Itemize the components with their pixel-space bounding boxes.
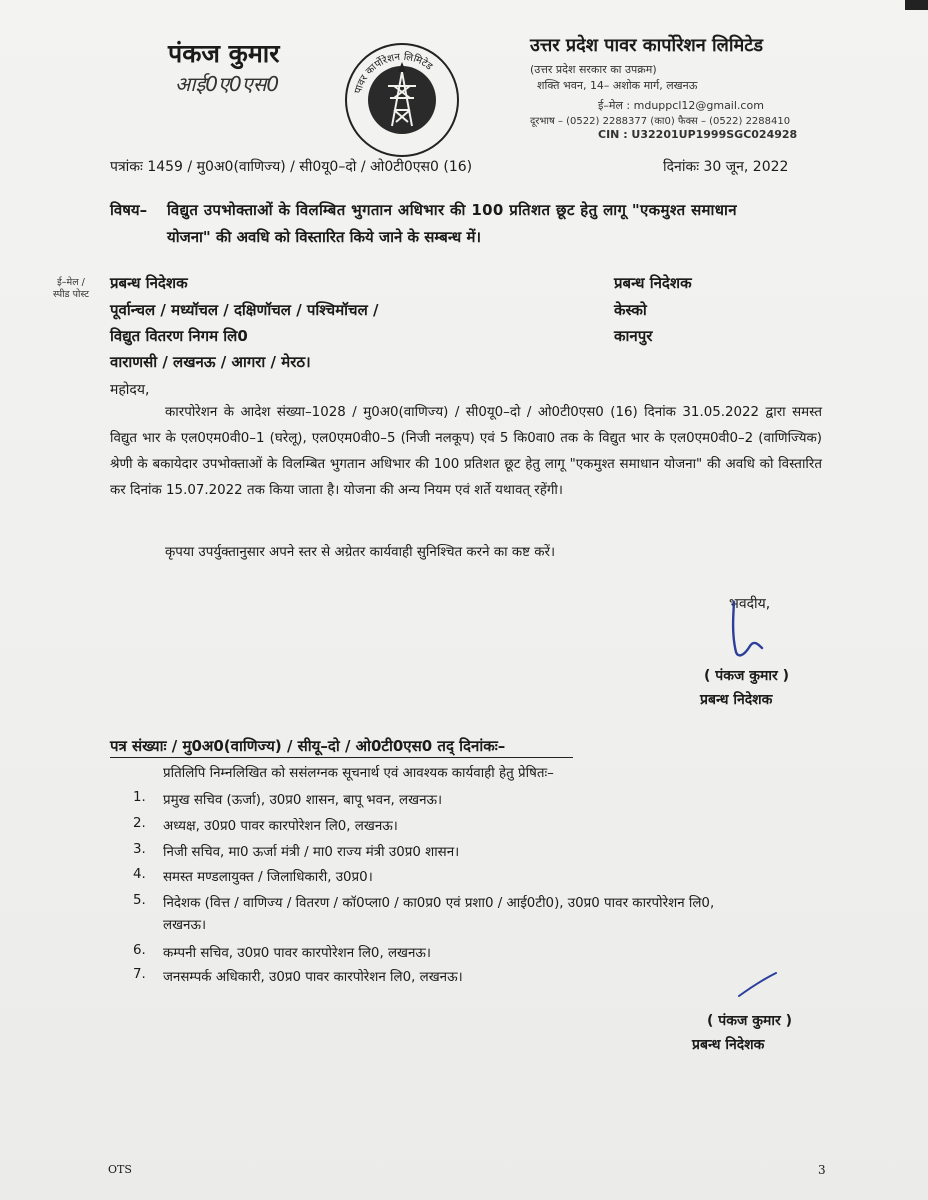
- footer-label: OTS: [108, 1163, 132, 1176]
- addressee-left-line: वाराणसी / लखनऊ / आगरा / मेरठ।: [110, 353, 311, 371]
- signature-mark: [716, 596, 806, 666]
- list-item-number: 6.: [133, 943, 146, 958]
- organization-name: उत्तर प्रदेश पावर कार्पोरेशन लिमिटेड: [530, 35, 763, 56]
- copy-intro: प्रतिलिपि निम्नलिखित को ससंलग्नक सूचनार्थ एवं आवश्यक कार्यवाही हेतु प्रेषितः–: [163, 766, 554, 781]
- dispatch-mode-note: ई–मेल / स्पीड पोस्ट: [53, 277, 89, 300]
- organization-phone: दूरभाष – (0522) 2288377 (का0) फैक्स – (0522) 2288410: [530, 116, 791, 127]
- organization-cin: CIN : U32201UP1999SGC024928: [598, 128, 798, 141]
- list-item: जनसम्पर्क अधिकारी, उ0प्र0 पावर कारपोरेशन लि0, लखनऊ।: [163, 970, 463, 985]
- organization-subtitle: (उत्तर प्रदेश सरकार का उपक्रम): [530, 63, 657, 76]
- page-number: 3: [818, 1163, 826, 1177]
- addressee-left-line: पूर्वान्चल / मध्यॉचल / दक्षिणॉचल / पश्चिमॉचल /: [110, 301, 379, 319]
- salutation: महोदय,: [110, 382, 150, 398]
- addressee-right-line: कानपुर: [614, 327, 653, 345]
- officer-name: पंकज कुमार: [168, 39, 280, 68]
- uppcl-logo-icon: [342, 40, 462, 160]
- organization-address: शक्ति भवन, 14– अशोक मार्ग, लखनऊ: [537, 79, 698, 92]
- list-item-number: 3.: [133, 842, 146, 857]
- subject-line-1: विद्युत उपभोक्ताओं के विलम्बित भुगतान अधिभार की 100 प्रतिशत छूट हेतु लागू "एकमुश्त समाधान: [167, 201, 737, 219]
- list-item-number: 5.: [133, 893, 146, 908]
- copy-reference-underline: [110, 757, 573, 758]
- reference-number: पत्रांकः 1459 / मु0अ0(वाणिज्य) / सी0यू0–दो / ओ0टी0एस0 (16): [110, 159, 473, 175]
- list-item: कम्पनी सचिव, उ0प्र0 पावर कारपोरेशन लि0, लखनऊ।: [163, 946, 432, 961]
- signatory-title: प्रबन्ध निदेशक: [692, 1037, 765, 1053]
- subject-label: विषय–: [110, 201, 148, 219]
- list-item: लखनऊ।: [163, 918, 207, 933]
- signatory-title: प्रबन्ध निदेशक: [700, 692, 773, 708]
- officer-title: आई0ए0एस0: [175, 72, 280, 96]
- list-item-number: 1.: [133, 790, 146, 805]
- signatory-name: ( पंकज कुमार ): [707, 1013, 792, 1029]
- copy-reference: पत्र संख्याः / मु0अ0(वाणिज्य) / सीयू–दो / ओ0टी0एस0 तद् दिनांकः–: [110, 737, 506, 755]
- organization-email: ई–मेल : mduppcl12@gmail.com: [598, 99, 764, 112]
- signatory-name: ( पंकज कुमार ): [704, 668, 789, 684]
- list-item-number: 2.: [133, 816, 146, 831]
- subject-line-2: योजना" की अवधि को विस्तारित किये जाने के सम्बन्ध में।: [167, 228, 482, 246]
- body-paragraph: कृपया उपर्युक्तानुसार अपने स्तर से अग्रेतर कार्यवाही सुनिश्चित करने का कष्ट करें।: [165, 545, 556, 560]
- list-item-number: 4.: [133, 867, 146, 882]
- logo-text: पावर कार्पोरेशन लिमिटेड: [352, 51, 435, 95]
- closing: भवदीय,: [729, 596, 771, 612]
- letter-date: दिनांकः 30 जून, 2022: [663, 159, 789, 175]
- addressee-left-line: प्रबन्ध निदेशक: [110, 274, 188, 292]
- list-item: समस्त मण्डलायुक्त / जिलाधिकारी, उ0प्र0।: [163, 870, 373, 885]
- list-item: अध्यक्ष, उ0प्र0 पावर कारपोरेशन लि0, लखनऊ।: [163, 819, 398, 834]
- body-paragraph: कारपोरेशन के आदेश संख्या–1028 / मु0अ0(वाणिज्य) / सी0यू0–दो / ओ0टी0एस0 (16) दिनांक 31.05.2022 द्वारा समस्त विद्युत भार के एल0एम0वी0–1 (घरेलू), एल0एम0वी0–5 (निजी नलकूप) एवं 5 कि0वा0 तक के विद्युत भार के एल0एम0वी0–2 (वाणिज्यिक) श्रेणी के बकायेदार उपभोक्ताओं के विलम्बित भुगतान अधिभार की 100 प्रतिशत छूट हेतु लागू "एकमुश्त समाधान योजना" की अवधि को विस्तारित कर दिनांक 15.07.2022 तक किया जाता है। योजना की अन्य नियम एवं शर्ते यथावत् रहेंगी।: [110, 405, 822, 498]
- list-item: प्रमुख सचिव (ऊर्जा), उ0प्र0 शासन, बापू भवन, लखनऊ।: [163, 793, 443, 808]
- addressee-left-line: विद्युत वितरण निगम लि0: [110, 327, 248, 345]
- list-item: निजी सचिव, मा0 ऊर्जा मंत्री / मा0 राज्य मंत्री उ0प्र0 शासन।: [163, 845, 460, 860]
- addressee-right-line: प्रबन्ध निदेशक: [614, 274, 692, 292]
- scan-corner-mark: [905, 0, 928, 10]
- list-item: निदेशक (वित्त / वाणिज्य / वितरण / कॉ0प्ला0 / का0प्र0 एवं प्रशा0 / आई0टी0), उ0प्र0 पावर कारपोरेशन लि0,: [163, 896, 715, 911]
- signature-mark: [736, 970, 780, 1000]
- list-item-number: 7.: [133, 967, 146, 982]
- addressee-right-line: केस्को: [614, 301, 647, 319]
